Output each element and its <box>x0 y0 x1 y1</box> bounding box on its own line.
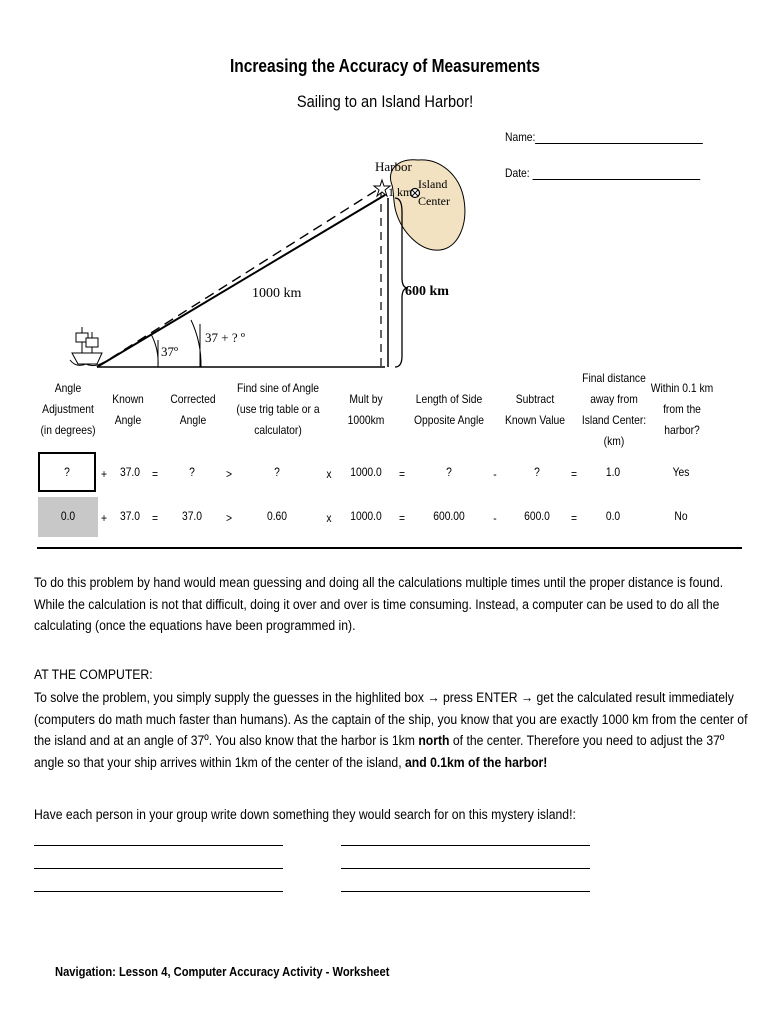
header-line: Angle <box>114 413 142 427</box>
header-line: (use trig table or a <box>236 402 320 416</box>
footer-text: Navigation: Lesson 4, Computer Accuracy Activity - Worksheet <box>55 964 390 979</box>
computer-heading: AT THE COMPUTER: <box>34 667 153 683</box>
name-label: Name: <box>505 130 536 144</box>
header-line: Island Center: <box>581 413 647 427</box>
row2-final: 0.0 <box>605 509 621 523</box>
row1-mult: 1000.0 <box>350 465 382 479</box>
row1-op-plus: + <box>100 467 108 481</box>
header-line: away from <box>590 392 638 406</box>
header-line: 1000km <box>347 413 385 427</box>
page-subtitle: Sailing to an Island Harbor! <box>296 92 474 111</box>
date-label: Date: <box>505 166 530 180</box>
header-line: (km) <box>603 434 625 448</box>
answer-line[interactable] <box>341 845 590 846</box>
row1-op-arrow: > <box>225 467 233 481</box>
page-title: Increasing the Accuracy of Measurements <box>229 56 541 76</box>
instructions-bold-harbor: and 0.1km of the harbor! <box>404 754 548 771</box>
row1-length: ? <box>446 465 452 479</box>
row2-adjustment: 0.0 <box>60 509 76 523</box>
header-line: calculator) <box>254 423 302 437</box>
row2-length: 600.00 <box>433 509 465 523</box>
header-line: Known Value <box>504 413 566 427</box>
row2-op-minus: - <box>493 511 497 525</box>
row2-mult: 1000.0 <box>350 509 382 523</box>
row2-op-equals2: = <box>398 511 406 525</box>
header-line: from the <box>663 402 701 416</box>
row1-op-minus: - <box>493 467 497 481</box>
header-line: Known <box>112 392 144 406</box>
row2-corrected: 37.0 <box>181 509 203 523</box>
row2-known: 37.0 <box>119 509 141 523</box>
row2-within: No <box>674 509 688 523</box>
header-line: Opposite Angle <box>413 413 485 427</box>
answer-line[interactable] <box>341 868 590 869</box>
header-within <box>649 378 714 441</box>
row1-subtract: ? <box>534 465 540 479</box>
row2-op-equals: = <box>151 511 159 525</box>
row1-op-equals: = <box>151 467 159 481</box>
row1-corrected: ? <box>189 465 195 479</box>
row2-op-equals3: = <box>570 511 578 525</box>
header-mult <box>340 389 392 431</box>
header-line: Final distance <box>582 371 646 385</box>
header-known-angle <box>102 389 154 431</box>
group-prompt: Have each person in your group write down something they would search for on this mystery island!: <box>34 807 576 823</box>
angle-label: 37º <box>161 344 179 359</box>
row1-adjustment: ? <box>64 465 70 479</box>
row1-within: Yes <box>672 465 690 479</box>
row1-known: 37.0 <box>119 465 141 479</box>
header-line: Subtract <box>515 392 555 406</box>
island-label: Island <box>418 177 448 191</box>
header-line: Angle <box>179 413 207 427</box>
header-line: Adjustment <box>42 402 94 416</box>
instructions-text-2: of the center. Therefore you need to adjust the 37º angle so that your ship arrives within 1km of the center of the island, <box>34 733 725 771</box>
row1-op-times: x <box>326 467 332 481</box>
header-find-sine <box>235 378 321 441</box>
header-final-distance <box>581 368 646 452</box>
header-line: Angle <box>54 381 82 395</box>
instructions-bold-north: north <box>418 733 450 749</box>
header-line: Mult by <box>349 392 383 406</box>
header-angle-adjustment <box>40 378 95 441</box>
one-km-label: 1 km <box>388 185 413 199</box>
section-divider <box>37 547 742 549</box>
header-line: Corrected <box>170 392 216 406</box>
row1-op-equals3: = <box>570 467 578 481</box>
side-length-label: 600 km <box>405 284 449 299</box>
hypotenuse-label: 1000 km <box>252 286 302 301</box>
row1-final: 1.0 <box>605 465 621 479</box>
row2-subtract: 600.0 <box>524 509 550 523</box>
header-line: harbor? <box>664 423 700 437</box>
navigation-diagram <box>0 0 770 380</box>
angle-arc-37 <box>151 334 158 367</box>
row2-op-plus: + <box>100 511 108 525</box>
ship-icon <box>70 327 104 366</box>
header-line: Find sine of Angle <box>236 381 320 395</box>
row2-op-arrow: > <box>225 511 233 525</box>
header-length <box>410 389 487 431</box>
harbor-label: Harbor <box>375 159 412 174</box>
instructions-text-1: To solve the problem, you simply supply the guesses in the highlited box → press ENTER → get the calculated result immediately (computers do math much faster than humans). As the captain of the ship, you know that you are exactly 1000 km from the center of the island and at an angle of 37º. You also know that the harbor is 1km <box>34 690 748 749</box>
answer-line[interactable] <box>34 868 283 869</box>
intro-paragraph: To do this problem by hand would mean guessing and doing all the calculations multiple times until the proper distance is found. While the calculation is not that difficult, doing it over and over is time consuming. Instead, a computer can be used to do all the calculating (once the equations have been programmed in). <box>34 575 724 634</box>
header-line: (in degrees) <box>40 423 96 437</box>
header-line: Length of Side <box>415 392 483 406</box>
row1-op-equals2: = <box>398 467 406 481</box>
header-line: Within 0.1 km <box>650 381 714 395</box>
row1-sine: ? <box>274 465 280 479</box>
answer-line[interactable] <box>34 845 283 846</box>
center-label: Center <box>418 194 450 208</box>
row2-op-times: x <box>326 511 332 525</box>
instructions-paragraph <box>34 688 748 774</box>
header-corrected-angle <box>166 389 219 431</box>
answer-line[interactable] <box>34 891 283 892</box>
adjusted-angle-label: 37 + ? º <box>205 330 245 345</box>
answer-line[interactable] <box>341 891 590 892</box>
row2-sine: 0.60 <box>266 509 288 523</box>
header-subtract <box>505 389 565 431</box>
